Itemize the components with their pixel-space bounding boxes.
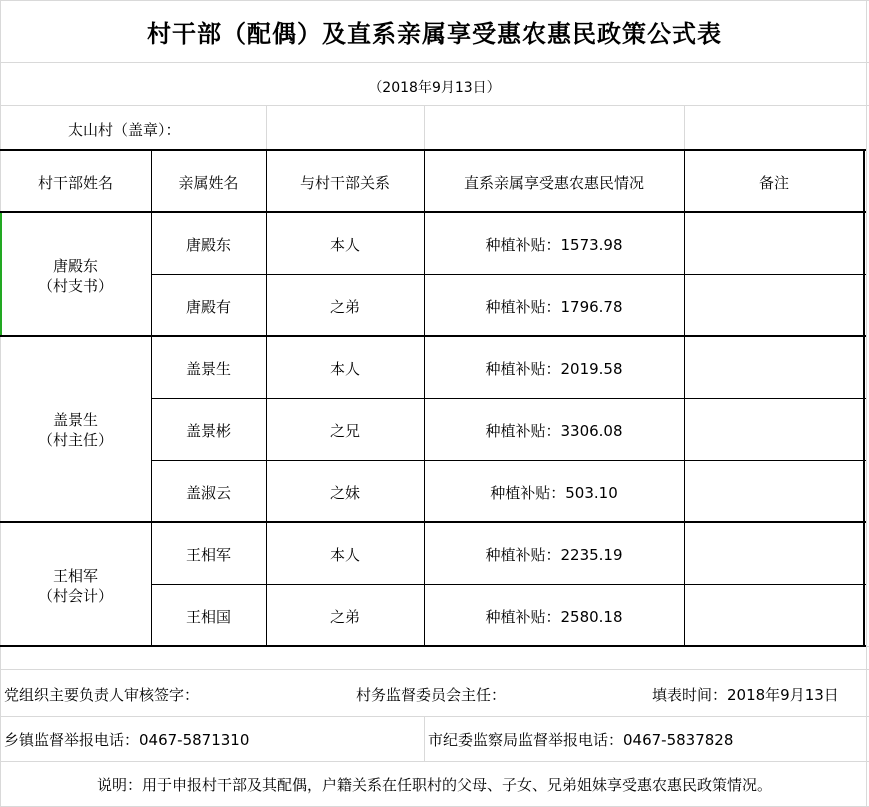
header-cadre-name: 村干部姓名 xyxy=(37,174,113,192)
relative-name: 王相国 xyxy=(185,608,231,626)
relative-name: 盖景生 xyxy=(185,360,231,378)
relation: 之弟 xyxy=(329,298,360,316)
table-border xyxy=(0,211,866,213)
relation: 之妹 xyxy=(329,484,360,502)
benefit: 种植补贴：1796.78 xyxy=(485,298,623,316)
table-border xyxy=(151,460,866,461)
footnote: 说明：用于申报村干部及其配偶，户籍关系在任职村的父母、子女、兄弟姐妹享受惠农惠民政策情况。 xyxy=(96,776,772,794)
gridline xyxy=(866,0,867,807)
gridline xyxy=(424,105,425,150)
relation: 本人 xyxy=(329,546,360,564)
relative-name: 唐殿东 xyxy=(185,236,231,254)
relative-name: 唐殿有 xyxy=(185,298,231,316)
header-benefit: 直系亲属享受惠农惠民情况 xyxy=(463,174,644,192)
table-border xyxy=(863,150,865,646)
gridline xyxy=(0,0,1,807)
gridline xyxy=(0,105,869,106)
table-border xyxy=(424,150,425,646)
benefit: 种植补贴：1573.98 xyxy=(485,236,623,254)
gridline xyxy=(0,62,869,63)
fill-date: 填表时间：2018年9月13日 xyxy=(652,686,839,704)
header-relative-name: 亲属姓名 xyxy=(178,174,239,192)
gridline xyxy=(0,0,869,1)
gridline xyxy=(684,105,685,150)
party-review-signature: 党组织主要负责人审核签字： xyxy=(4,686,200,704)
benefit: 种植补贴：2019.58 xyxy=(485,360,623,378)
relation: 之弟 xyxy=(329,608,360,626)
supervision-chair: 村务监督委员会主任： xyxy=(356,686,507,704)
table-border xyxy=(266,150,267,646)
table-border xyxy=(151,274,866,275)
relation: 本人 xyxy=(329,236,360,254)
gridline xyxy=(0,669,869,670)
table-border xyxy=(684,150,685,646)
cadre-name: 唐殿东 xyxy=(52,257,98,275)
city-hotline: 市纪委监察局监督举报电话：0467-5837828 xyxy=(428,731,734,749)
table-border xyxy=(0,645,866,647)
relative-name: 王相军 xyxy=(185,546,231,564)
benefit: 种植补贴：2235.19 xyxy=(485,546,623,564)
gridline xyxy=(0,761,869,762)
cadre-role: （村会计） xyxy=(37,587,113,605)
header-relation: 与村干部关系 xyxy=(299,174,390,192)
page-title: 村干部（配偶）及直系亲属享受惠农惠民政策公式表 xyxy=(147,20,722,48)
table-border xyxy=(151,584,866,585)
cadre-role: （村支书） xyxy=(37,277,113,295)
village-stamp-label: 太山村（盖章）： xyxy=(68,121,181,139)
cadre-name: 王相军 xyxy=(52,567,98,585)
gridline xyxy=(266,105,267,150)
relative-name: 盖景彬 xyxy=(185,422,231,440)
table-border xyxy=(151,398,866,399)
gridline xyxy=(0,716,869,717)
town-hotline: 乡镇监督举报电话：0467-5871310 xyxy=(4,731,250,749)
cadre-name: 盖景生 xyxy=(52,411,98,429)
table-border xyxy=(0,335,866,337)
table-border xyxy=(0,521,866,523)
benefit: 种植补贴：503.10 xyxy=(490,484,618,502)
table-border xyxy=(151,150,152,646)
cadre-role: （村主任） xyxy=(37,431,113,449)
benefit: 种植补贴：3306.08 xyxy=(485,422,623,440)
table-border xyxy=(0,149,866,151)
relative-name: 盖淑云 xyxy=(185,484,231,502)
benefit: 种植补贴：2580.18 xyxy=(485,608,623,626)
relation: 之兄 xyxy=(329,422,360,440)
table-date: （2018年9月13日） xyxy=(368,80,501,96)
gridline xyxy=(424,716,425,761)
relation: 本人 xyxy=(329,360,360,378)
header-remark: 备注 xyxy=(758,174,789,192)
